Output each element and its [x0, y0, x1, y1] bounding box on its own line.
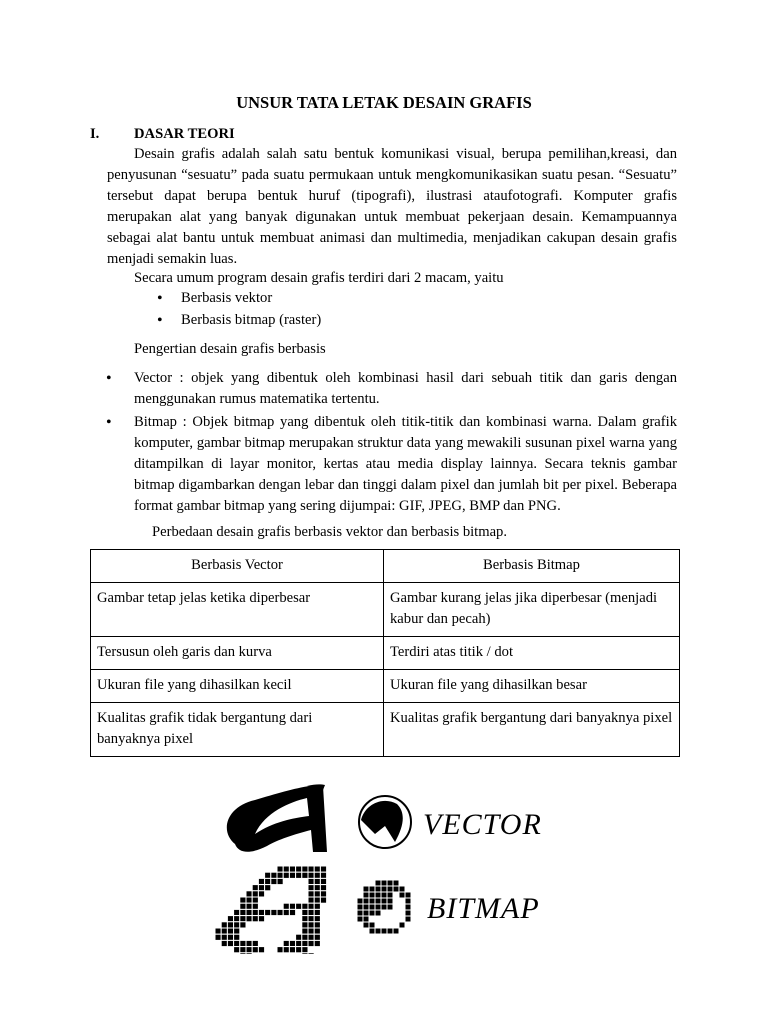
- table-caption: Perbedaan desain grafis berbasis vektor dan berbasis bitmap.: [152, 524, 508, 540]
- definition-vector: Vector : objek yang dibentuk oleh kombinasi hasil dari sebuah titik dan garis dengan menggunakan rumus matematika tertentu.: [134, 370, 677, 407]
- table-cell: Kualitas grafik bergantung dari banyaknya pixel: [384, 703, 680, 757]
- definition-bitmap: Bitmap : Objek bitmap yang dibentuk oleh titik-titik dan kombinasi warna. Dalam grafik komputer, gambar bitmap merupakan struktur data yang mewakili susunan pixel warna yang ditampilkan di layar monitor, kertas atau media display lainnya. Secara teknis gambar bitmap digambarkan dengan lebar dan tinggi dalam pixel dan jumlah bit per pixel. Beberapa format gambar bitmap yang sering dijumpai: GIF, JPEG, BMP dan PNG.: [134, 414, 677, 514]
- header-bitmap: Berbasis Bitmap: [384, 550, 680, 583]
- table-cell: Gambar tetap jelas ketika diperbesar: [91, 583, 384, 637]
- types-intro: Secara umum program desain grafis terdiri dari 2 macam, yaitu: [134, 270, 504, 286]
- bitmap-letter-a-icon: [215, 866, 327, 954]
- vector-bitmap-figure: [215, 782, 560, 954]
- table-cell: Tersusun oleh garis dan kurva: [91, 637, 384, 670]
- table-row: [91, 703, 680, 757]
- list-item: • Berbasis bitmap (raster): [157, 310, 321, 332]
- table-row: [91, 637, 680, 670]
- header-vector: Berbasis Vector: [91, 550, 384, 583]
- section-number: I.: [90, 126, 100, 142]
- comparison-table: [90, 549, 680, 757]
- section-title: DASAR TEORI: [134, 126, 235, 142]
- vector-letter-a-icon: [227, 784, 327, 852]
- list-item: • Berbasis vektor: [157, 288, 321, 310]
- table-cell: Terdiri atas titik / dot: [384, 637, 680, 670]
- vector-circle-icon: [359, 796, 411, 848]
- table-cell: Ukuran file yang dihasilkan besar: [384, 670, 680, 703]
- table-row: [91, 670, 680, 703]
- page-title: UNSUR TATA LETAK DESAIN GRAFIS: [236, 93, 532, 112]
- bitmap-label: BITMAP: [427, 892, 540, 925]
- vector-label: VECTOR: [423, 808, 542, 841]
- section-heading: [90, 124, 690, 145]
- table-cell: Ukuran file yang dihasilkan kecil: [91, 670, 384, 703]
- table-cell: Gambar kurang jelas jika diperbesar (menjadi kabur dan pecah): [384, 583, 680, 637]
- definition-intro: Pengertian desain grafis berbasis: [134, 341, 326, 357]
- bullet-icon: •: [106, 414, 112, 431]
- table-cell: Kualitas grafik tidak bergantung dari banyaknya pixel: [91, 703, 384, 757]
- bitmap-circle-icon: [357, 880, 411, 934]
- table-row: [91, 583, 680, 637]
- types-list: [157, 288, 321, 332]
- table-header-row: [91, 550, 680, 583]
- intro-paragraph: Desain grafis adalah salah satu bentuk komunikasi visual, berupa pemilihan,kreasi, dan penyusunan “sesuatu” pada suatu permukaan untuk mengkomunikasikan suatu pesan. “Sesuatu” tersebut dapat berupa bentuk huruf (tipografi), ilustrasi ataufotografi. Komputer grafis merupakan alat yang banyak digunakan untuk membuat pekerjaan desain. Kemampuannya sebagai alat bantu untuk membuat animasi dan multimedia, menjadikan cakupan desain grafis menjadi semakin luas.: [107, 146, 677, 267]
- bullet-icon: •: [106, 370, 112, 387]
